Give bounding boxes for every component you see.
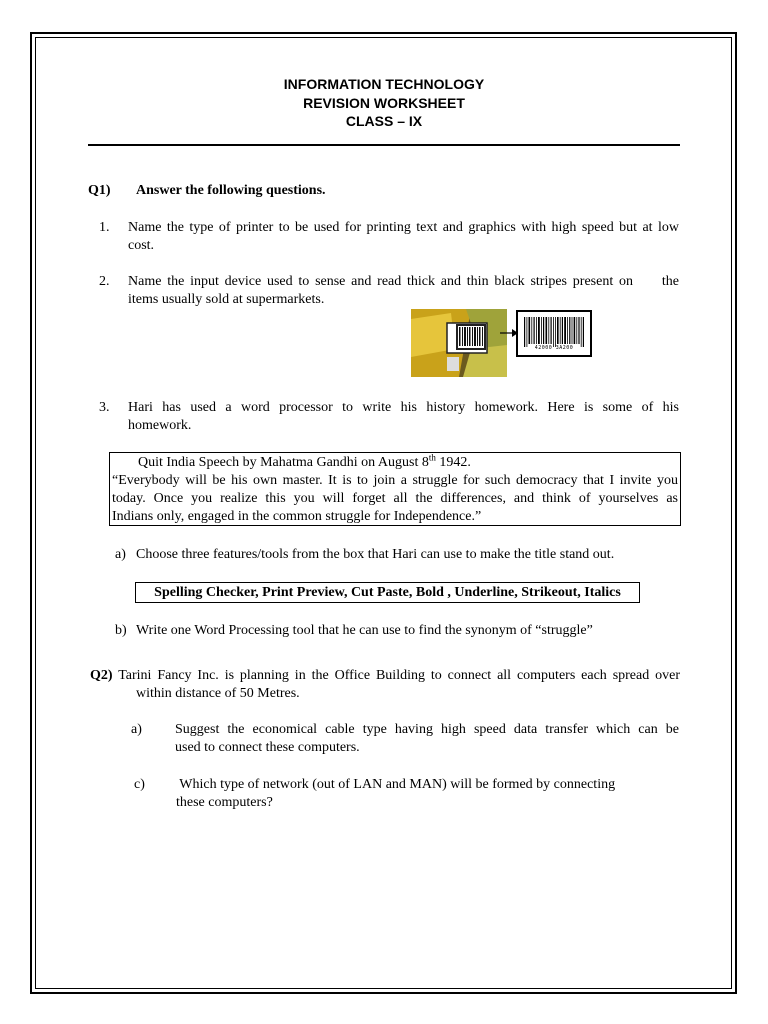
q1-item-1-text: Name the type of printer to be used for printing text and graphics with high speed but at low cost. <box>128 220 679 253</box>
q1-item-3-number: 3. <box>99 400 110 415</box>
homework-line-3: Indians only, engaged in the common struggle for Independence.” <box>112 509 482 524</box>
q1-sub-b-text: Write one Word Processing tool that he can use to find the synonym of “struggle” <box>136 623 593 638</box>
tools-box: Spelling Checker, Print Preview, Cut Paste, Bold , Underline, Strikeout, Italics <box>135 582 640 603</box>
q1-item-2-text: Name the input device used to sense and read thick and thin black stripes present on the items usually sold at supermarkets. <box>128 274 679 307</box>
q2-sub-a-text: Suggest the economical cable type having high speed data transfer which can be used to connect these computers. <box>175 722 679 755</box>
header-rule <box>88 144 680 146</box>
q1-sub-a-label: a) <box>115 547 126 562</box>
q1-heading: Answer the following questions. <box>136 183 326 198</box>
q1-label: Q1) <box>88 183 111 198</box>
header-title: REVISION WORKSHEET <box>303 95 465 111</box>
barcode-digits: 42000 3A200 <box>534 345 574 351</box>
q1-item-2-number: 2. <box>99 274 110 289</box>
product-barcode-photo <box>411 309 507 377</box>
q1-item-3-text: Hari has used a word processor to write his history homework. Here is some of his homework. <box>128 400 679 433</box>
homework-line-1: “Everybody will be his own master. It is to join a struggle for such democracy that I invite you <box>112 473 678 488</box>
q2-sub-c-label: c) <box>134 777 145 792</box>
q1-item-1-number: 1. <box>99 220 110 235</box>
header-subject: INFORMATION TECHNOLOGY <box>283 76 485 92</box>
q1-sub-b-label: b) <box>115 623 127 638</box>
homework-title: Quit India Speech by Mahatma Gandhi on August 8th 1942. <box>138 452 471 470</box>
homework-box <box>109 452 681 526</box>
q2-label: Q2) <box>90 668 113 683</box>
q2-text: Q2) Tarini Fancy Inc. is planning in the Office Building to connect all computers each spread over within distance of 50 Metres. <box>90 668 680 701</box>
header-class: CLASS – IX <box>345 113 423 129</box>
barcode-illustration <box>516 310 592 357</box>
homework-line-2: today. Once you realize this you will forget all the differences, and think of yourselves as <box>112 491 678 506</box>
q2-sub-a-label: a) <box>131 722 142 737</box>
q1-sub-a-text: Choose three features/tools from the box that Hari can use to make the title stand out. <box>136 547 615 562</box>
q2-sub-c-text: Which type of network (out of LAN and MAN) will be formed by connecting these computers? <box>176 777 616 810</box>
